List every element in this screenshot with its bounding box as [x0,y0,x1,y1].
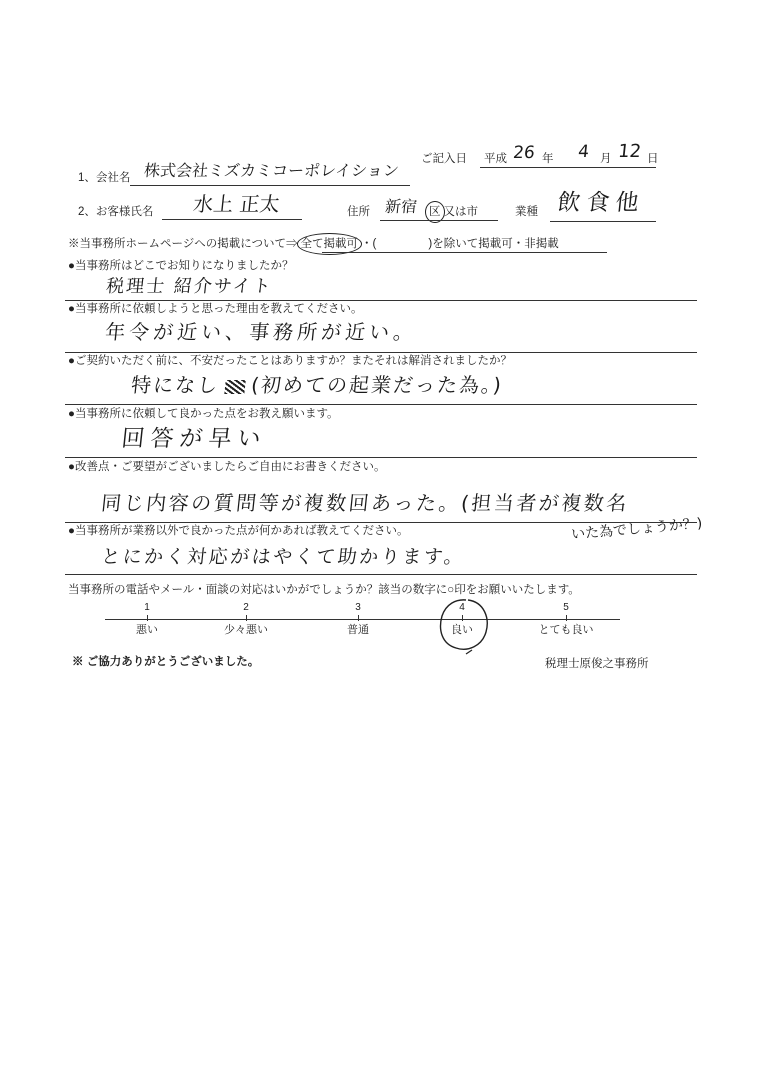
rating-option-2[interactable] [206,602,286,637]
question-2: ●当事務所に依頼しようと思った理由を教えてください。 [68,303,363,315]
date-month: 4 [577,142,590,162]
publishing-underline [322,252,607,253]
divider-5 [65,522,697,523]
address-label: 住所 [347,206,370,218]
address-value: 新宿 [384,197,419,216]
divider-3 [65,404,697,405]
address-unit [426,205,478,219]
divider-2 [65,352,697,353]
question-5: ●改善点・ご要望がございましたらご自由にお書きください。 [68,461,386,473]
question-1: ●当事務所はどこでお知りになりましたか？ [68,260,294,272]
company-value: 株式会社ミズカミコーポレイション [143,161,400,180]
answer-3 [130,373,504,397]
date-underline [480,167,656,168]
industry-value: 飲食他 [556,190,646,216]
date-year-unit: 年 [542,153,554,165]
date-month-unit: 月 [600,153,612,165]
publishing-selected-option: 全て掲載可 [297,233,363,255]
rating-tick-5 [566,615,567,621]
publishing-suffix: )を除いて掲載可・非掲載 [428,238,559,250]
answer-2: 年令が近い、事務所が近い。 [104,320,419,344]
answer-4: 回答が早い [120,426,268,452]
rating-number-5: 5 [563,602,569,613]
answer-1: 税理士 紹介サイト [105,276,274,297]
rating-label-1: 悪い [136,624,158,636]
rating-label-4: 良い [451,624,473,636]
answer-5: 同じ内容の質問等が複数回あった。(担当者が複数名 [100,491,631,515]
rating-number-3: 3 [355,602,361,613]
customer-name: 水上 正太 [192,192,281,216]
company-underline [130,185,410,186]
company-label: 1、会社名 [78,172,131,184]
divider-6 [65,574,697,575]
industry-underline [550,221,656,222]
date-label: ご記入日 [421,153,467,165]
rating-option-1[interactable] [107,602,187,637]
publishing-middle: ・( [361,238,377,250]
footer-office: 税理士原俊之事務所 [545,658,649,670]
address-underline [380,220,498,221]
answer-6: とにかく対応がはやくて助かります。 [100,546,467,568]
answer-5-continued: いた為でしょうか？) [570,515,703,544]
answer-3-note: (初めての起業だった為。) [250,373,505,397]
date-era: 平成 [484,153,507,165]
answer-3-text: 特になし [130,373,221,397]
rating-number-4: 4 [459,602,465,613]
date-day: 12 [617,141,643,162]
rating-option-3[interactable] [318,602,398,637]
customer-label: 2、お客様氏名 [78,206,154,218]
rating-number-2: 2 [243,602,249,613]
rating-option-5[interactable] [526,602,606,637]
rating-label-5: とても良い [538,624,594,636]
address-unit-rest: 又は市 [443,206,478,218]
footer-thanks: ※ ご協力ありがとうございました。 [72,656,260,668]
industry-label: 業種 [515,206,538,218]
address-ward-circled: 区 [425,201,445,223]
rating-label-3: 普通 [347,624,369,636]
date-year: 26 [512,143,536,163]
question-6: ●当事務所が業務以外で良かった点が何かあれば教えてください。 [68,525,409,537]
rating-number-1: 1 [144,602,150,613]
rating-selected-circle [432,594,496,656]
rating-tick-3 [358,615,359,621]
divider-1 [65,300,697,301]
rating-label-2: 少々悪い [224,624,268,636]
crossed-out-mark [224,380,245,394]
question-4: ●当事務所に依頼して良かった点をお教え願います。 [68,408,339,420]
publishing-row [68,237,559,251]
publishing-prefix: ※当事務所ホームページへの掲載について⇒ [68,238,298,250]
rating-question: 当事務所の電話やメール・面談の対応はいかがでしょうか？該当の数字に○印をお願いいたします。 [68,584,580,596]
rating-tick-1 [147,615,148,621]
rating-tick-2 [246,615,247,621]
question-3: ●ご契約いただく前に、不安だったことはありますか？またそれは解消されましたか？ [68,355,512,367]
customer-underline [162,219,302,220]
date-day-unit: 日 [647,153,659,165]
divider-4 [65,457,697,458]
